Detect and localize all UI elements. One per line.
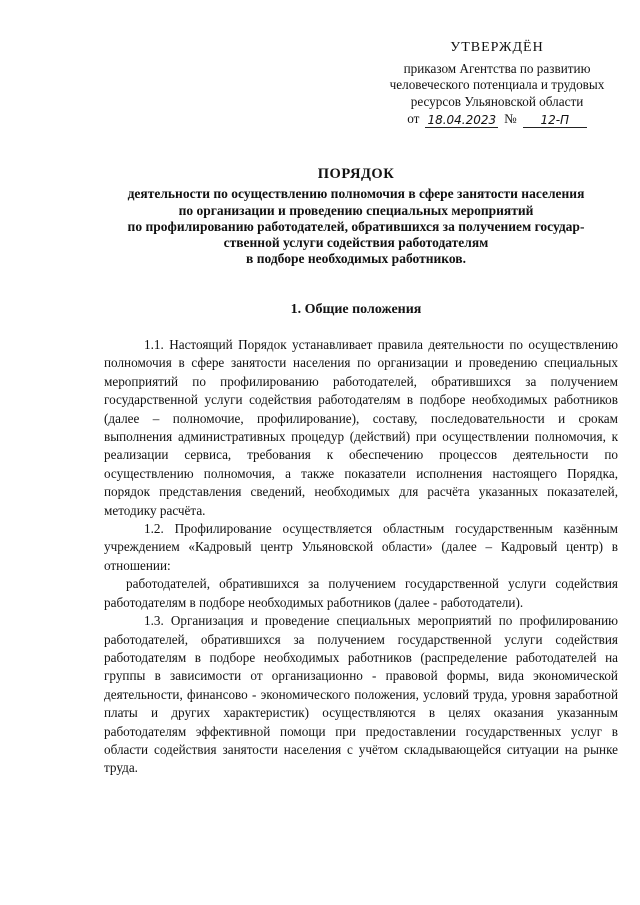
approval-line: человеческого потенциала и трудовых bbox=[389, 77, 605, 93]
title-line: деятельности по осуществлению полномочия в сфере занятости населения bbox=[127, 186, 585, 202]
date-prefix: от bbox=[407, 111, 420, 127]
title-line: по профилированию работодателей, обратившихся за получением государ- bbox=[127, 218, 585, 234]
paragraph-1-3: 1.3. Организация и проведение специальных мероприятий по профилированию работодателей, обратившихся за получением государственной услуги содействия работодателям в подборе необходимых работников (распределение работодателей на группы в зависимости от организационно - правовой формы, вида экономической деятельности, финансово - экономического положения, условий труда, уровня заработной платы и других характеристик) осуществляются в целях оказания указанным работодателям эффективной помощи при предоставлении государственных услуг в области содействия занятости населения с учётом складывающейся ситуации на рынке труда. bbox=[104, 613, 618, 776]
handwritten-number: 12-П bbox=[523, 113, 587, 128]
title-main: ПОРЯДОК bbox=[317, 166, 395, 182]
handwritten-date: 18.04.2023 bbox=[427, 112, 497, 127]
number-prefix: № bbox=[504, 111, 517, 127]
approval-block bbox=[382, 40, 612, 128]
section-heading: 1. Общие положения bbox=[290, 302, 422, 317]
document-title bbox=[96, 166, 616, 268]
approval-line: ресурсов Ульяновской области bbox=[410, 93, 584, 109]
title-line: в подборе необходимых работников. bbox=[246, 251, 466, 267]
paragraph-1-2: 1.2. Профилирование осуществляется областным государственным казённым учреждением «Кадровый центр Ульяновской области» (далее – Кадровый центр) в отношении: bbox=[104, 521, 618, 573]
title-line: по организации и проведению специальных мероприятий bbox=[178, 202, 534, 218]
section-body bbox=[104, 336, 618, 778]
approval-heading: УТВЕРЖДЁН bbox=[450, 40, 544, 55]
approval-date-number bbox=[382, 111, 612, 128]
paragraph-1-1: 1.1. Настоящий Порядок устанавливает правила деятельности по осуществлению полномочия в сфере занятости населения по организации и проведению специальных мероприятий по профилированию работодателей, обратившихся за получением государственной услуги содействия работодателям в подборе необходимых работников (далее – полномочие, профилирование), составу, последовательности и срокам выполнения административных процедур (действий) при осуществлении полномочия, к реализации сервиса, требования к обеспечению процессов деятельности по осуществлению полномочия, а также показатели исполнения настоящего Порядка, порядок представления сведений, необходимых для расчёта указанных показателей, методику расчёта. bbox=[104, 337, 618, 518]
approval-line: приказом Агентства по развитию bbox=[403, 60, 591, 76]
title-line: ственной услуги содействия работодателям bbox=[223, 235, 489, 251]
paragraph-1-2-item: работодателей, обратившихся за получением государственной услуги содействия работодателям в подборе необходимых работников (далее - работодатели). bbox=[104, 576, 618, 610]
